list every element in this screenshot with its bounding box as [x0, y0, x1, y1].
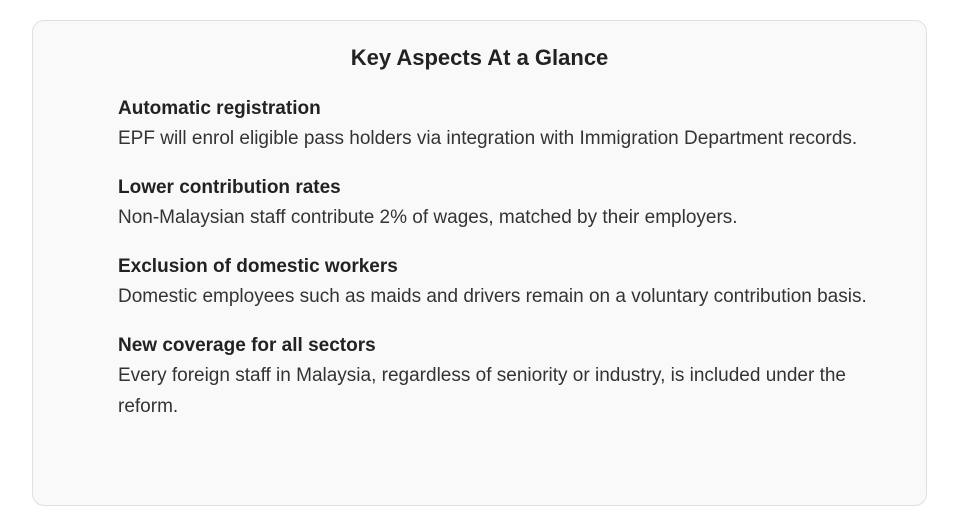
aspect-description: EPF will enrol eligible pass holders via integration with Immigration Department records.: [118, 128, 858, 149]
aspect-item-lower-contribution-rates: [118, 174, 908, 233]
aspect-heading: Automatic registration: [118, 98, 321, 119]
aspect-item-automatic-registration: [118, 95, 908, 154]
aspect-item-exclusion-domestic-workers: [118, 253, 908, 312]
card-title: Key Aspects At a Glance: [350, 45, 609, 70]
key-aspects-card: [32, 20, 927, 506]
aspect-description: Non-Malaysian staff contribute 2% of wages, matched by their employers.: [118, 207, 738, 228]
aspect-item-new-coverage-all-sectors: [118, 332, 908, 422]
aspect-heading: New coverage for all sectors: [118, 335, 376, 356]
aspect-description: Every foreign staff in Malaysia, regardless of seniority or industry, is included under the reform.: [118, 365, 846, 417]
aspect-description: Domestic employees such as maids and drivers remain on a voluntary contribution basis.: [118, 286, 867, 307]
aspect-heading: Lower contribution rates: [118, 177, 341, 198]
aspect-list: [118, 95, 908, 442]
aspect-heading: Exclusion of domestic workers: [118, 256, 398, 277]
